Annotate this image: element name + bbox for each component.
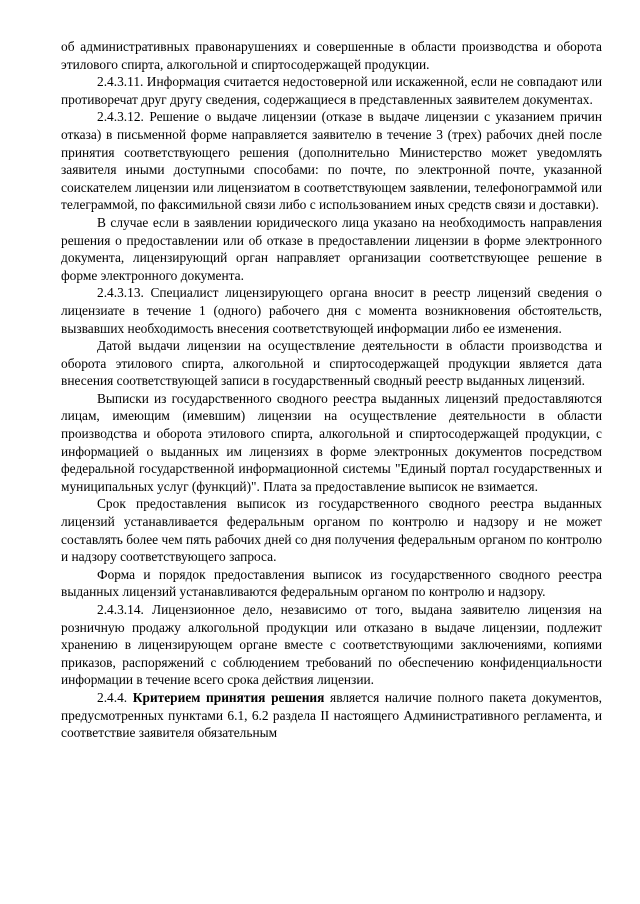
paragraph: Форма и порядок предоставления выписок из государственного сводного реестра выданных лицензий устанавливаются федеральным органом по контролю и надзору. [61, 566, 602, 600]
paragraph: 2.4.3.11. Информация считается недостоверной или искаженной, если не совпадают или противоречат друг другу сведения, содержащиеся в представленных заявителем документах. [61, 74, 602, 107]
bold-term: Критерием принятия решения [132, 689, 325, 705]
paragraph: Срок предоставления выписок из государственного сводного реестра выданных лицензий устанавливается федеральным органом по контролю и надзору и не может составлять более чем пять рабочих дней со дня получения федеральным органом по контролю и надзору соответствующего запроса. [61, 496, 602, 565]
document-page [61, 38, 602, 742]
paragraph-criterion [61, 689, 602, 742]
clause-text: является наличие полного пакета документов, предусмотренных пунктами 6.1, 6.2 раздела II настоящего Административного регламента, и соответствие заявителя обязательным [61, 689, 602, 741]
paragraph: В случае если в заявлении юридического лица указано на необходимость направления решения о предоставлении или об отказе в предоставлении лицензии в форме электронного документа, лицензирующий орган направляет организации соответствующее решение в форме электронного документа. [61, 214, 602, 283]
paragraph: 2.4.3.12. Решение о выдаче лицензии (отказе в выдаче лицензии с указанием причин отказа) в письменной форме направляется заявителю в течение 3 (трех) рабочих дней после принятия соответствующего решения (дополнительно Министерство может уведомлять заявителя иными доступными способами: по почте, по электронной почте, указанной соискателем лицензии или лицензиатом в соответствующем заявлении, телефонограммой или телеграммой, по факсимильной связи либо с использованием иных средств связи и доставки). [61, 109, 602, 213]
paragraph: об административных правонарушениях и совершенные в области производства и оборота этилового спирта, алкогольной и спиртосодержащей продукции. [61, 39, 602, 72]
paragraph: Датой выдачи лицензии на осуществление деятельности в области производства и оборота этилового спирта, алкогольной и спиртосодержащей продукции является дата внесения соответствующей записи в государственный сводный реестр выданных лицензий. [61, 338, 602, 389]
paragraph: 2.4.3.14. Лицензионное дело, независимо от того, выдана заявителю лицензия на розничную продажу алкогольной продукции или отказано в выдаче лицензии, подлежит хранению в лицензирующем органе вместе с соответствующими заключениями, копиями приказов, распоряжений с соблюдением требований по обеспечению конфиденциальности информации в течение всего срока действия лицензии. [61, 602, 602, 688]
paragraph: 2.4.3.13. Специалист лицензирующего органа вносит в реестр лицензий сведения о лицензиате в течение 1 (одного) рабочего дня с момента возникновения обстоятельств, вызвавших необходимость внесения соответствующей информации либо ее изменения. [61, 285, 602, 336]
clause-number: 2.4.4. [97, 689, 133, 705]
paragraph: Выписки из государственного сводного реестра выданных лицензий предоставляются лицам, имеющим (имевшим) лицензии на осуществление деятельности в области производства и оборота этилового спирта, алкогольной и спиртосодержащей продукции, с информацией о выданных им лицензиях в форме электронных документов посредством федеральной государственной информационной системы "Единый портал государственных и муниципальных услуг (функций)". Плата за предоставление выписок не взимается. [61, 390, 602, 494]
